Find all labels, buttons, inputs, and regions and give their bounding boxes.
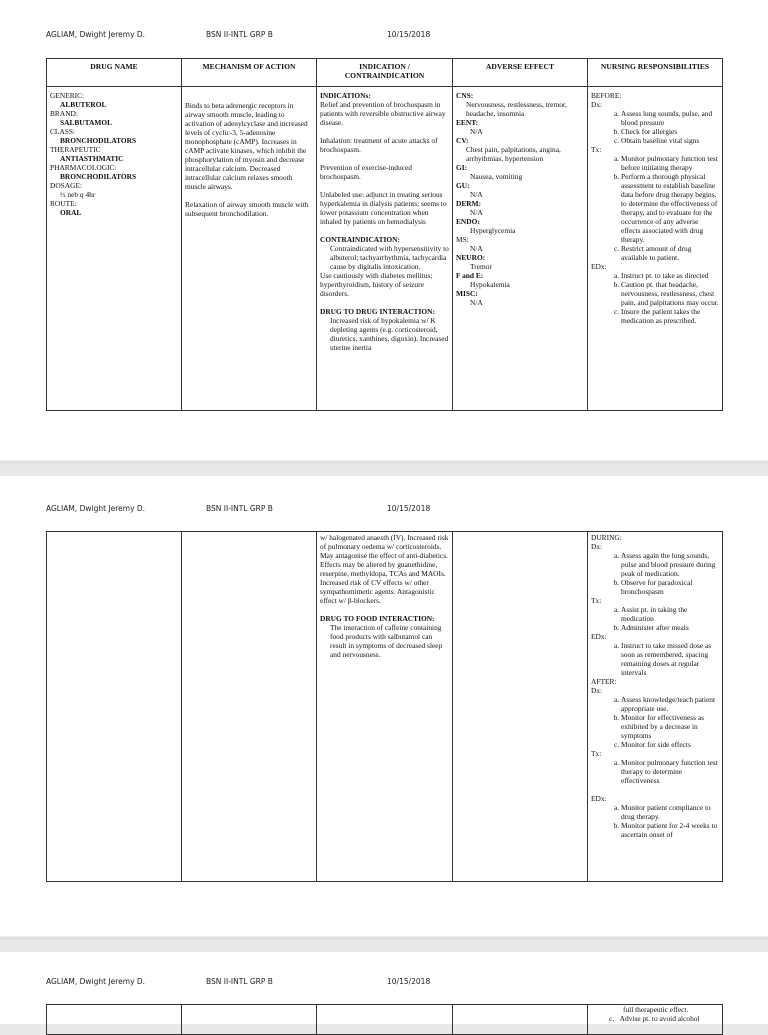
nursing-cell [588,87,723,411]
dx-label: Dx: [591,686,603,695]
tx-list [591,154,719,262]
tx-label: Tx: [591,145,602,154]
text-line: ORAL [60,208,82,217]
list-item: c. Monitor for side effects [621,740,719,749]
edx-label: EDx: [591,632,607,641]
during-label: DURING: [591,533,622,542]
table-row [47,87,723,411]
dx-list [591,551,719,596]
text-line: SALBUTAMOL [60,118,113,127]
list-item: b. Monitor for effectiveness as exhibited by a decrease in symptoms [621,713,719,740]
text-line: CONTRAINDICATION: [320,235,400,244]
mechanism-text-1: Binds to beta adrenergic receptors in airway smooth muscle, leading to activation of adenylcyclase and increased levels of cyclic-3, 5-adenosine monophosphate (cAMP). Increases in cAMP activate kinases, which inhibit the phosphorylation of myosin and decrease intracellular calcium. Decreased intracellular calcium relaxes smooth muscle airways. [185,101,308,191]
text-line: The interaction of caffeine containing food products with salbutamol can result in symptoms of decreased sleep and nervousness. [330,623,443,659]
tx-list [591,605,719,632]
text-line: EENT: [456,118,479,127]
text-line [320,127,449,136]
dx-label: Dx: [591,542,603,551]
adverse-cell [453,532,588,882]
table-row [47,1005,723,1035]
list-item: b. Caution pt. that headache, nervousness, restlessness, chest pain, and palpitations may occur. [621,280,719,307]
after-label: AFTER: [591,677,617,686]
col-drug-name: DRUG NAME [47,59,182,87]
text-line: N/A [470,298,483,307]
drug-study-table [46,58,723,411]
text-line: ALBUTEROL [60,100,107,109]
text-line: w/ halogenated anaesth (IV). Increased risk of pulmonary oedema w/ corticosteroids. May antagonise the effect of anti-diabetics. Effects may be altered by guanethidine, reserpine, methyldopa, TCAs and MAOIs. Increased risk of CV effects w/ other sympathomimetic agents. Antagonistic effect w/ β-blockers. [320,533,449,605]
list-item: b. Observe for paradoxical bronchospasm [621,578,719,596]
mechanism-cell [182,87,317,411]
text-line: Tremor [470,262,492,271]
tx-label: Tx: [591,749,602,758]
text-line: Relief and prevention of brochospasm in patients with reversible obstructive airway disease. [320,100,446,127]
dx-list [591,109,719,145]
text-line: THERAPEUTIC [50,145,101,154]
adverse-cell [453,1005,588,1035]
text-line: N/A [470,127,483,136]
text-line: N/A [470,190,483,199]
text-line: BRONCHODILATORS [60,136,137,145]
drug-name-list [50,91,178,217]
table-header-row [47,59,723,87]
indication-cell [317,87,453,411]
page-separator [0,462,768,463]
col-nursing: NURSING RESPONSIBILITIES [588,59,723,87]
page-separator [0,938,768,939]
header-date: 10/15/2018 [387,504,431,513]
text-line: Use cautiously with diabetes mellitus; hyperthyroidism, history of seizure disorders. [320,271,433,298]
text-line [320,181,449,190]
mechanism-text-2: Relaxation of airway smooth muscle with subsequent bronchodilation. [185,200,309,218]
list-item: a. Monitor patient compliance to drug therapy. [621,803,719,821]
text-line: Hyperglycemia [470,226,516,235]
text-line [320,226,449,235]
text-line: N/A [470,208,483,217]
text-line: CLASS: [50,127,76,136]
drug-study-table-continued [46,531,723,882]
nursing-cell [588,1005,723,1035]
text-line: INDICATIONs: [320,91,371,100]
list-item: a. Assess again the lung sounds, pulse and blood pressure during peak of medication. [621,551,719,578]
list-item: b. Administer after meals [621,623,719,632]
text-line: DOSAGE: [50,181,83,190]
mechanism-cell [182,532,317,882]
header-group: BSN II-INTL GRP B [206,504,273,513]
text-line: Increased risk of hypokalemia w/ K depleting agents (e.g. corticosteroid, diuretics, xanthines, digoxin). Increased uterine inertia [330,316,449,352]
text-line: Inhalation: treatment of acute attacks of brochospasm. [320,136,438,154]
indication-list [320,91,449,352]
indication-cell [317,1005,453,1035]
drug-name-cell [47,87,182,411]
list-item: b. Monitor patient for 2-4 weeks to ascertain onset of [621,821,719,839]
text-line: Prevention of exercise-induced brochospasm. [320,163,412,181]
text-line: Contraindicated with hypersensitivity to albuterol; tachyarrhythmia, tachycardia cause by digitalis intoxication. [330,244,449,271]
text-line: CV: [456,136,469,145]
text-line: N/A [470,244,483,253]
edx-list [591,641,719,677]
drug-name-cell [47,532,182,882]
text-line: BRONCHODILATORS [60,172,137,181]
drug-study-table-continued [46,1004,723,1035]
text-line: F and E: [456,271,484,280]
table-row [47,532,723,882]
list-item: c. Advise pt. to avoid alcohol [609,1014,700,1023]
page-2 [0,476,768,936]
text-line [320,298,449,307]
indication-cell [317,532,453,882]
edx-list [591,271,719,325]
list-item: a. Assist pt. in taking the medication [621,605,719,623]
text-line: GENERIC: [50,91,85,100]
text-line: CNS: [456,91,474,100]
col-adverse: ADVERSE EFFECT [453,59,588,87]
list-item: c. Insure the patient takes the medication as prescribed. [621,307,719,325]
text-line: ANTIASTHMATIC [60,154,124,163]
text-line: DRUG TO DRUG INTERACTION: [320,307,435,316]
text-line [320,605,449,614]
mechanism-cell [182,1005,317,1035]
text-line: NEURO: [456,253,486,262]
text-line: GI: [456,163,468,172]
text-line: DERM: [456,199,482,208]
text-line: Chest pain, palpitations, angina, arrhythmias, hypertension [466,145,561,163]
text-line: PHARMACOLOGIC: [50,163,117,172]
text-line: Unlabeled use: adjunct in treating serious hyperkalemia in dialysis patients; seems to lower potassium concentration when inhaled by patients on hemodialysis [320,190,447,226]
dx-list [591,695,719,749]
header-group: BSN II-INTL GRP B [206,30,273,39]
list-item: c. Obtain baseline vital signs [621,136,719,145]
text-line: Nausea, vomiting [470,172,523,181]
text-line: DRUG TO FOOD INTERACTION: [320,614,435,623]
dx-label: Dx: [591,100,603,109]
indication-list [320,533,449,659]
text-line: ½ neb q 4hr [60,190,96,199]
header-name: AGLIAM, Dwight Jeremy D. [46,30,146,39]
tx-label: Tx: [591,596,602,605]
adverse-cell [453,87,588,411]
text-line: Hypokalemia [470,280,510,289]
edx-label: EDx: [591,794,607,803]
tx-list [591,758,719,785]
drug-name-cell [47,1005,182,1035]
list-item: b. Perform a thorough physical assessment to establish baseline data before drug therapy begins, to determine the effectiveness of therapy, and to evaluate for the occurrence of any adverse effects associated with drug therapy. [621,172,719,244]
nursing-cell [588,532,723,882]
text-line: ROUTE: [50,199,77,208]
text-line: ENDO: [456,217,480,226]
text-line: MISC: [456,289,478,298]
header-name: AGLIAM, Dwight Jeremy D. [46,977,146,986]
text-line: MS: [456,235,469,244]
list-item: a. Monitor pulmonary function test before initiating therapy [621,154,719,172]
edx-label: EDx: [591,262,607,271]
text-line: GU: [456,181,470,190]
continued-text: full therapeutic effect. [623,1005,689,1014]
list-item: a. Assess lung sounds, pulse, and blood pressure [621,109,719,127]
col-indication: INDICATION / CONTRAINDICATION [317,59,453,87]
list-item: a. Monitor pulmonary function test therapy to determine effectiveness [621,758,719,785]
before-label: BEFORE: [591,91,622,100]
header-group: BSN II-INTL GRP B [206,977,273,986]
header-date: 10/15/2018 [387,977,431,986]
text-line [320,154,449,163]
header-name: AGLIAM, Dwight Jeremy D. [46,504,146,513]
list-item: a. Instruct pt. to take as directed [621,271,719,280]
list-item: a. Instruct to take missed dose as soon as remembered, spacing remaining doses at regular intervals [621,641,719,677]
text-line: BRAND: [50,109,78,118]
page-3 [0,952,768,1024]
header-date: 10/15/2018 [387,30,431,39]
text-line: Nervousness, restlessness, tremor, headache, insomnia [466,100,567,118]
edx-list [591,803,719,839]
list-item: c. Restrict amount of drug available to patient. [621,244,719,262]
list-item: a. Assess knowledge/teach patient appropriate use. [621,695,719,713]
adverse-list [456,91,584,307]
page-1 [0,0,768,460]
list-item: b. Check for allergies [621,127,719,136]
col-mechanism: MECHANISM OF ACTION [182,59,317,87]
